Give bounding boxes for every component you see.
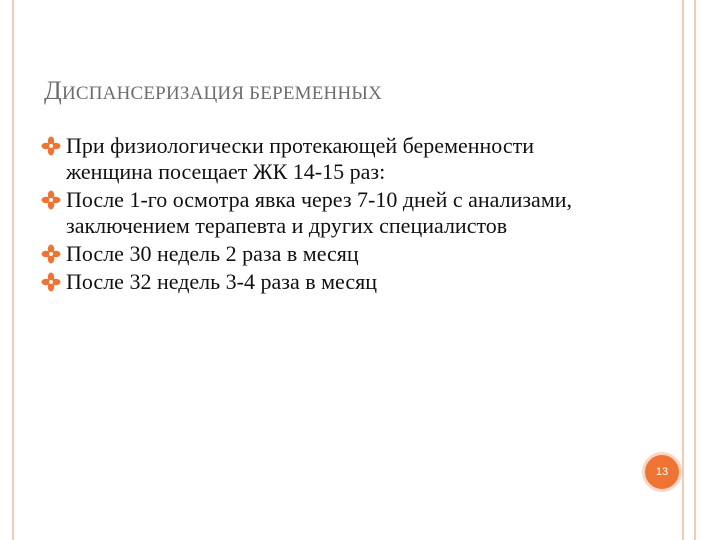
- bullet-item: [44, 241, 624, 267]
- page-number-badge: [642, 452, 682, 492]
- flower-bullet-icon: [41, 136, 61, 156]
- flower-bullet-icon: [41, 272, 61, 292]
- bullet-text: После 32 недель 3-4 раза в месяц: [66, 269, 377, 294]
- flower-bullet-icon: [41, 244, 61, 264]
- title-rest: ИСПАНСЕРИЗАЦИЯ БЕРЕМЕННЫХ: [61, 83, 383, 104]
- bullet-item: [44, 269, 624, 295]
- slide-title: [44, 76, 644, 106]
- bullet-item: [44, 187, 624, 239]
- page-number: 13: [655, 466, 669, 478]
- right-border-decoration: [682, 0, 720, 540]
- flower-bullet-icon: [41, 190, 61, 210]
- bullet-item: [44, 133, 624, 185]
- bullet-list: [44, 133, 624, 297]
- bullet-text: После 30 недель 2 раза в месяц: [66, 241, 359, 266]
- bullet-text: После 1-го осмотра явка через 7-10 дней с анализами, заключением терапевта и других специалистов: [66, 187, 573, 238]
- title-first-letter: Д: [44, 76, 62, 105]
- left-border-decoration: [0, 0, 14, 540]
- bullet-text: При физиологически протекающей беременности женщина посещает ЖК 14-15 раз:: [66, 133, 535, 184]
